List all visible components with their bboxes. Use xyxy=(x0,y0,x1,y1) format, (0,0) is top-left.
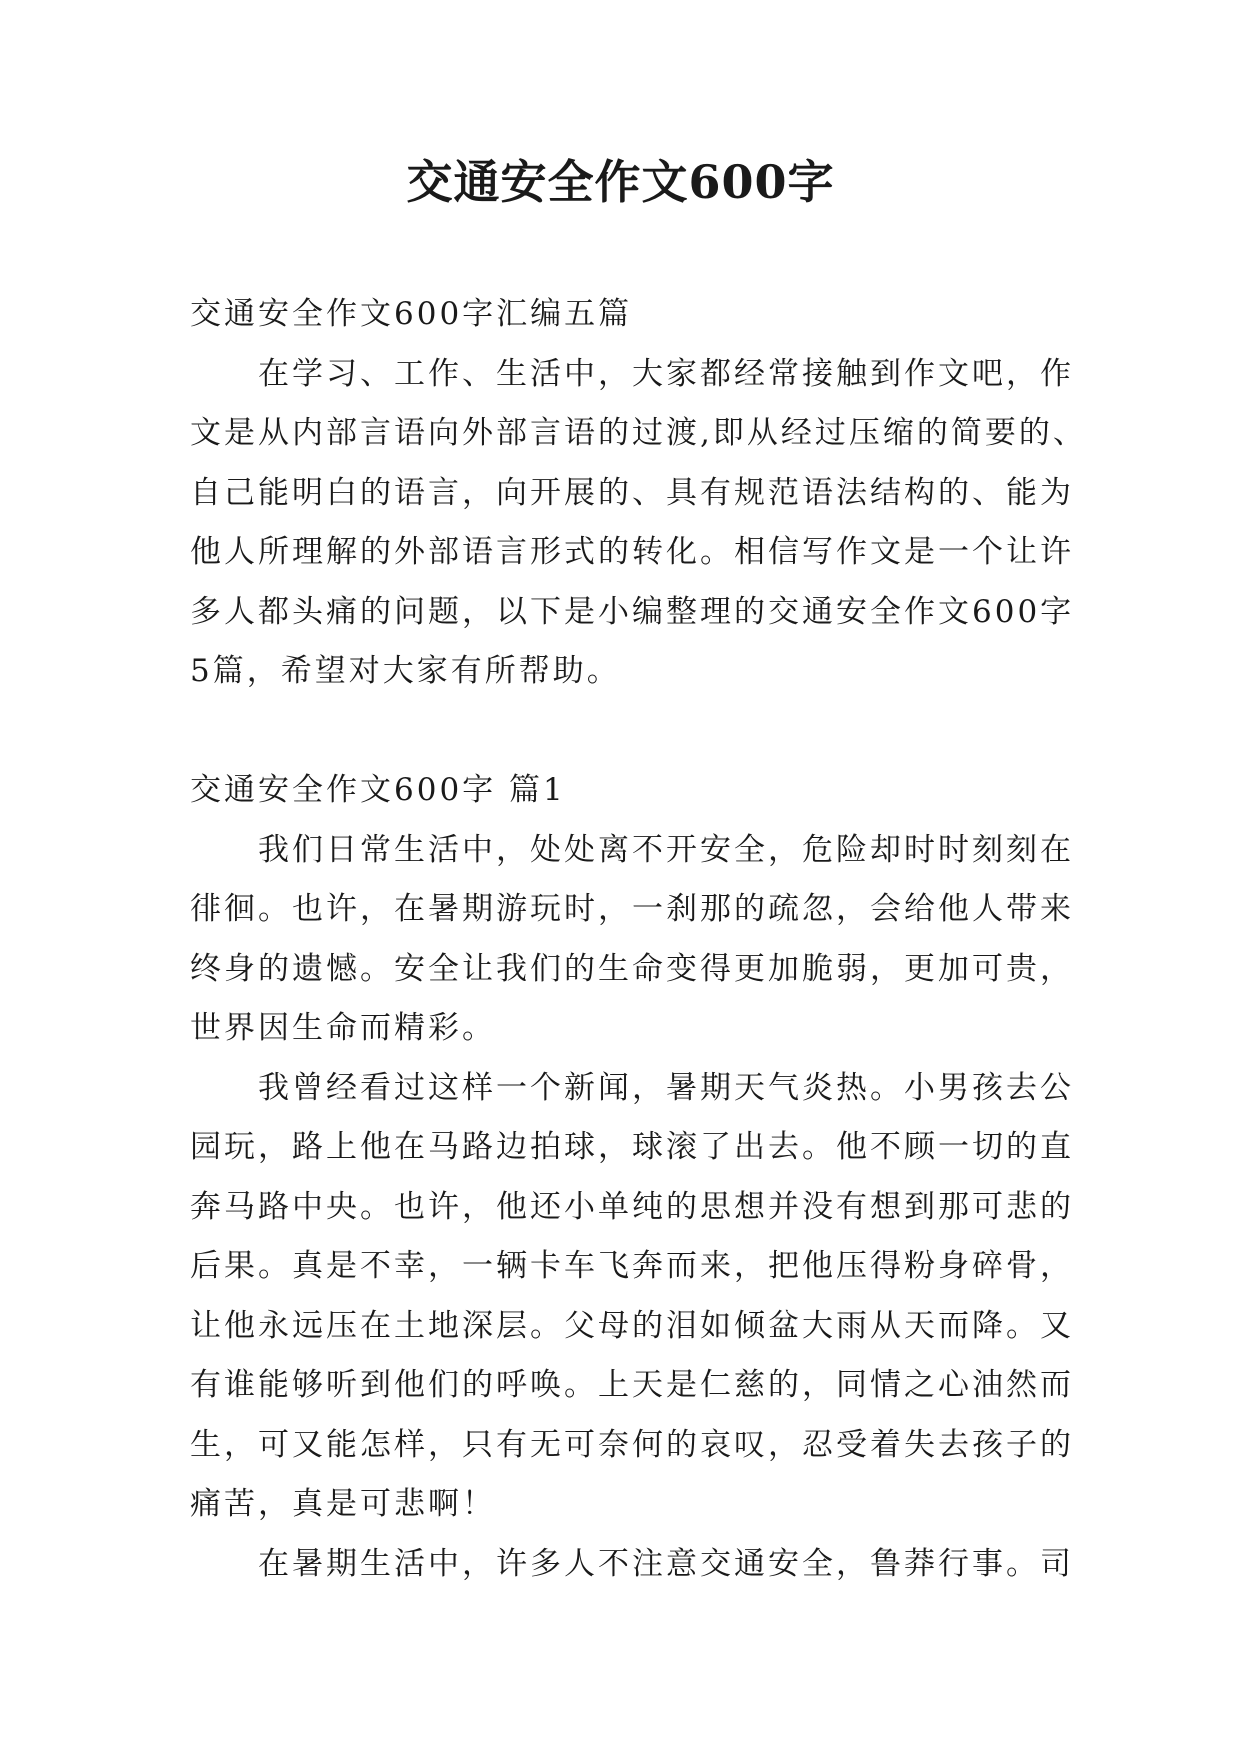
paragraph-line: 痛苦，真是可悲啊！ xyxy=(190,1486,496,1522)
paragraph-line: 我们日常生活中，处处离不开安全，危险却时时刻刻在 xyxy=(258,831,1074,868)
paragraph-line: 世界因生命而精彩。 xyxy=(190,1010,496,1046)
paragraph-line: 生，可又能怎样，只有无可奈何的哀叹，忍受着失去孩子的 xyxy=(190,1426,1074,1463)
essay-paragraph-2 xyxy=(190,1059,1074,1535)
intro-line: 多人都头痛的问题，以下是小编整理的交通安全作文600字 xyxy=(190,593,1075,630)
essay-paragraph-1 xyxy=(190,821,1074,1059)
paragraph-line: 终身的遗憾。安全让我们的生命变得更加脆弱，更加可贵， xyxy=(190,950,1074,987)
intro-line: 他人所理解的外部语言形式的转化。相信写作文是一个让许 xyxy=(190,534,1074,570)
paragraph-line: 在暑期生活中，许多人不注意交通安全，鲁莽行事。司 xyxy=(258,1545,1074,1582)
document-subtitle: 交通安全作文600字汇编五篇 xyxy=(190,296,633,332)
essay-paragraph-3 xyxy=(190,1535,1074,1595)
intro-line: 文是从内部言语向外部言语的过渡,即从经过压缩的简要的、 xyxy=(190,415,1087,451)
section-gap xyxy=(190,702,1060,762)
document-body xyxy=(190,285,1087,1594)
paragraph-line: 让他永远压在土地深层。父母的泪如倾盆大雨从天而降。又 xyxy=(190,1307,1074,1344)
paragraph-line: 奔马路中央。也许，他还小单纯的思想并没有想到那可悲的 xyxy=(190,1188,1074,1225)
intro-line: 在学习、工作、生活中，大家都经常接触到作文吧，作 xyxy=(258,355,1074,392)
paragraph-line: 徘徊。也许，在暑期游玩时，一刹那的疏忽，会给他人带来 xyxy=(190,891,1074,927)
paragraph-line: 有谁能够听到他们的呼唤。上天是仁慈的，同情之心油然而 xyxy=(190,1367,1074,1403)
paragraph-line: 后果。真是不幸，一辆卡车飞奔而来，把他压得粉身碎骨， xyxy=(190,1248,1074,1284)
intro-line: 5篇，希望对大家有所帮助。 xyxy=(190,653,621,689)
intro-line: 自己能明白的语言，向开展的、具有规范语法结构的、能为 xyxy=(190,474,1074,511)
section-heading: 交通安全作文600字 篇1 xyxy=(190,772,566,808)
document-title: 交通安全作文600字 xyxy=(406,155,835,209)
paragraph-line: 园玩，路上他在马路边拍球，球滚了出去。他不顾一切的直 xyxy=(190,1129,1074,1165)
intro-paragraph xyxy=(190,345,1087,702)
paragraph-line: 我曾经看过这样一个新闻，暑期天气炎热。小男孩去公 xyxy=(258,1069,1074,1106)
